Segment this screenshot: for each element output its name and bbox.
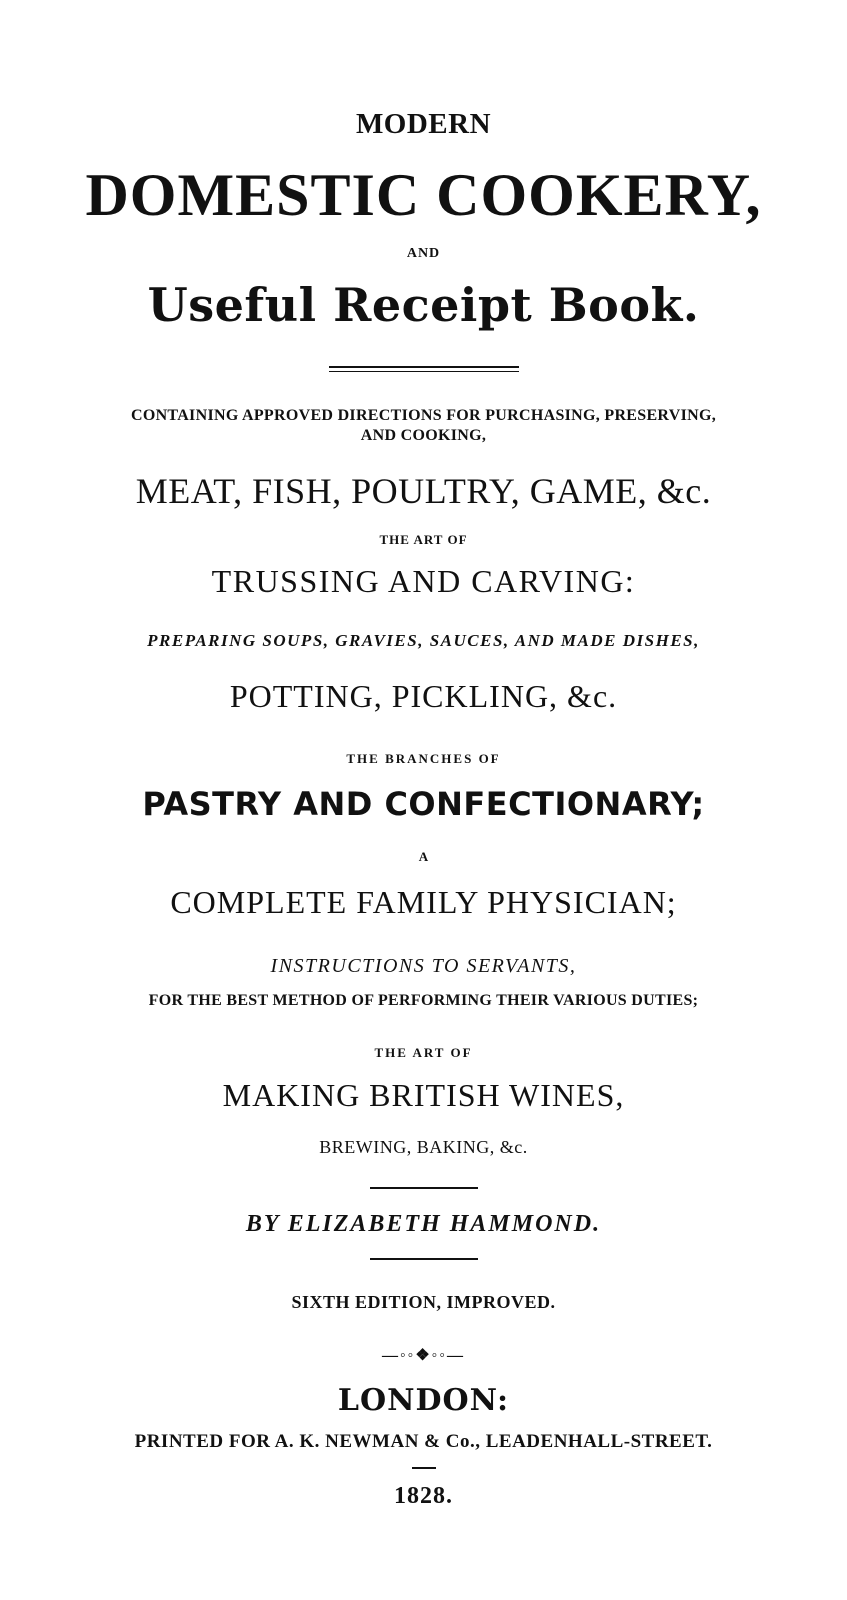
connector-the-art-of-2: THE ART OF bbox=[374, 1045, 473, 1060]
topic-pastry-confectionary: PASTRY AND CONFECTIONARY; bbox=[142, 785, 705, 823]
connector-the-branches-of: THE BRANCHES OF bbox=[346, 751, 501, 766]
topic-potting-pickling: POTTING, PICKLING, &c. bbox=[229, 678, 618, 714]
divider-rule-short bbox=[412, 1467, 436, 1469]
topic-british-wines: MAKING BRITISH WINES, bbox=[222, 1077, 625, 1113]
connector-and: AND bbox=[406, 246, 441, 261]
author-line: BY ELIZABETH HAMMOND. bbox=[245, 1211, 602, 1237]
heading-modern: MODERN bbox=[355, 108, 492, 140]
subtitle-and-cooking: AND COOKING, bbox=[360, 427, 487, 444]
topic-preparing-soups: PREPARING SOUPS, GRAVIES, SAUCES, AND MADE DISHES, bbox=[147, 631, 700, 650]
heading-useful-receipt-book: Useful Receipt Book. bbox=[147, 278, 700, 332]
topic-family-physician: COMPLETE FAMILY PHYSICIAN; bbox=[170, 884, 677, 920]
topic-brewing-baking: BREWING, BAKING, &c. bbox=[319, 1137, 528, 1157]
topic-instructions-to-servants: INSTRUCTIONS TO SERVANTS, bbox=[270, 955, 577, 977]
topic-meat-fish: MEAT, FISH, POULTRY, GAME, &c. bbox=[135, 471, 712, 511]
ornament-divider: —◦◦❖◦◦— bbox=[381, 1347, 466, 1364]
connector-a: A bbox=[418, 849, 429, 864]
heading-domestic-cookery: DOMESTIC COOKERY, bbox=[85, 162, 762, 228]
subtitle-containing: CONTAINING APPROVED DIRECTIONS FOR PURCHASING, PRESERVING, bbox=[130, 407, 717, 424]
imprint-year: 1828. bbox=[394, 1483, 453, 1509]
divider-rule-author-top bbox=[370, 1187, 478, 1189]
edition-line: SIXTH EDITION, IMPROVED. bbox=[291, 1292, 556, 1312]
topic-trussing-carving: TRUSSING AND CARVING: bbox=[211, 563, 636, 599]
imprint-printer: PRINTED FOR A. K. NEWMAN & Co., LEADENHALL-STREET. bbox=[134, 1431, 713, 1452]
divider-rule-author-bottom bbox=[370, 1258, 478, 1260]
imprint-london: LONDON: bbox=[337, 1383, 510, 1418]
divider-rule-top bbox=[329, 366, 519, 372]
topic-for-the-best-method: FOR THE BEST METHOD OF PERFORMING THEIR VARIOUS DUTIES; bbox=[148, 992, 699, 1009]
connector-the-art-of: THE ART OF bbox=[379, 532, 468, 547]
